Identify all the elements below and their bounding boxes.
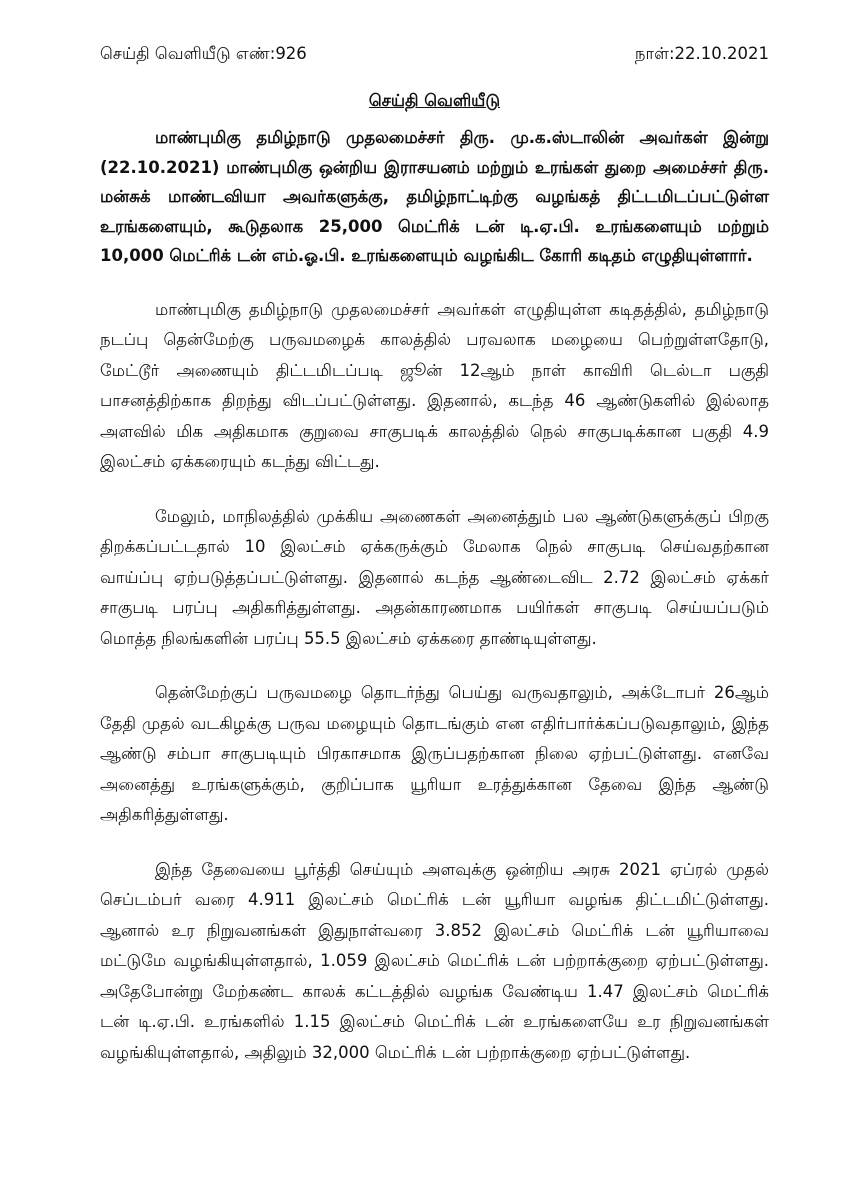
document-title: செய்தி வெளியீடு [368,91,501,110]
body-paragraph-2: மேலும், மாநிலத்தில் முக்கிய அணைகள் அனைத்தும் பல ஆண்டுகளுக்குப் பிறகு திறக்கப்பட்டதால் 10 இலட்சம் ஏக்கருக்கும் மேலாக நெல் சாகுபடி செய்வதற்கான வாய்ப்பு ஏற்படுத்தப்பட்டுள்ளது. இதனால் கடந்த ஆண்டைவிட 2.72 இலட்சம் ஏக்கர் சாகுபடி பரப்பு அதிகரித்துள்ளது. அதன்காரணமாக பயிர்கள் சாகுபடி செய்யப்படும் மொத்த நிலங்களின் பரப்பு 55.5 இலட்சம் ஏக்கரை தாண்டியுள்ளது. [100,506,769,648]
header-row [100,42,769,66]
body-paragraph-4: இந்த தேவையை பூர்த்தி செய்யும் அளவுக்கு ஒன்றிய அரசு 2021 ஏப்ரல் முதல் செப்டம்பர் வரை 4.911 இலட்சம் மெட்ரிக் டன் யூரியா வழங்க திட்டமிட்டுள்ளது. ஆனால் உர நிறுவனங்கள் இதுநாள்வரை 3.852 இலட்சம் மெட்ரிக் டன் யூரியாவை மட்டுமே வழங்கியுள்ளதால், 1.059 இலட்சம் மெட்ரிக் டன் பற்றாக்குறை ஏற்பட்டுள்ளது. அதேபோன்று மேற்கண்ட காலக் கட்டத்தில் வழங்க வேண்டிய 1.47 இலட்சம் மெட்ரிக் டன் டி.ஏ.பி. உரங்களில் 1.15 இலட்சம் மெட்ரிக் டன் உரங்களையே உர நிறுவனங்கள் வழங்கியுள்ளதால், அதிலும் 32,000 மெட்ரிக் டன் பற்றாக்குறை ஏற்பட்டுள்ளது. [100,859,769,1062]
body-paragraph-1: மாண்புமிகு தமிழ்நாடு முதலமைச்சர் அவர்கள் எழுதியுள்ள கடிதத்தில், தமிழ்நாடு நடப்பு தென்மேற்கு பருவமழைக் காலத்தில் பரவலாக மழையை பெற்றுள்ளதோடு, மேட்டூர் அணையும் திட்டமிடப்படி ஜூன் 12ஆம் நாள் காவிரி டெல்டா பகுதி பாசனத்திற்காக திறந்து விடப்பட்டுள்ளது. இதனால், கடந்த 46 ஆண்டுகளில் இல்லாத அளவில் மிக அதிகமாக குறுவை சாகுபடிக் காலத்தில் நெல் சாகுபடிக்கான பகுதி 4.9 இலட்சம் ஏக்கரையும் கடந்து விட்டது. [100,299,769,471]
lead-paragraph: மாண்புமிகு தமிழ்நாடு முதலமைச்சர் திரு. மு.க.ஸ்டாலின் அவர்கள் இன்று (22.10.2021) மாண்புமிகு ஒன்றிய இராசயனம் மற்றும் உரங்கள் துறை அமைச்சர் திரு. மன்சுக் மாண்டவியா அவர்களுக்கு, தமிழ்நாட்டிற்கு வழங்கத் திட்டமிடப்பட்டுள்ள உரங்களையும், கூடுதலாக 25,000 மெட்ரிக் டன் டி.ஏ.பி. உரங்களையும் மற்றும் 10,000 மெட்ரிக் டன் எம்.ஓ.பி. உரங்களையும் வழங்கிட கோரி கடிதம் எழுதியுள்ளார். [100,128,769,265]
release-number: செய்தி வெளியீடு எண்:926 [100,44,307,63]
release-date: நாள்:22.10.2021 [634,44,769,63]
body-paragraph-3: தென்மேற்குப் பருவமழை தொடர்ந்து பெய்து வருவதாலும், அக்டோபர் 26ஆம் தேதி முதல் வடகிழக்கு பருவ மழையும் தொடங்கும் என எதிர்பார்க்கப்படுவதாலும், இந்த ஆண்டு சம்பா சாகுபடியும் பிரகாசமாக இருப்பதற்கான நிலை ஏற்பட்டுள்ளது. எனவே அனைத்து உரங்களுக்கும், குறிப்பாக யூரியா உரத்துக்கான தேவை இந்த ஆண்டு அதிகரித்துள்ளது. [100,683,769,824]
